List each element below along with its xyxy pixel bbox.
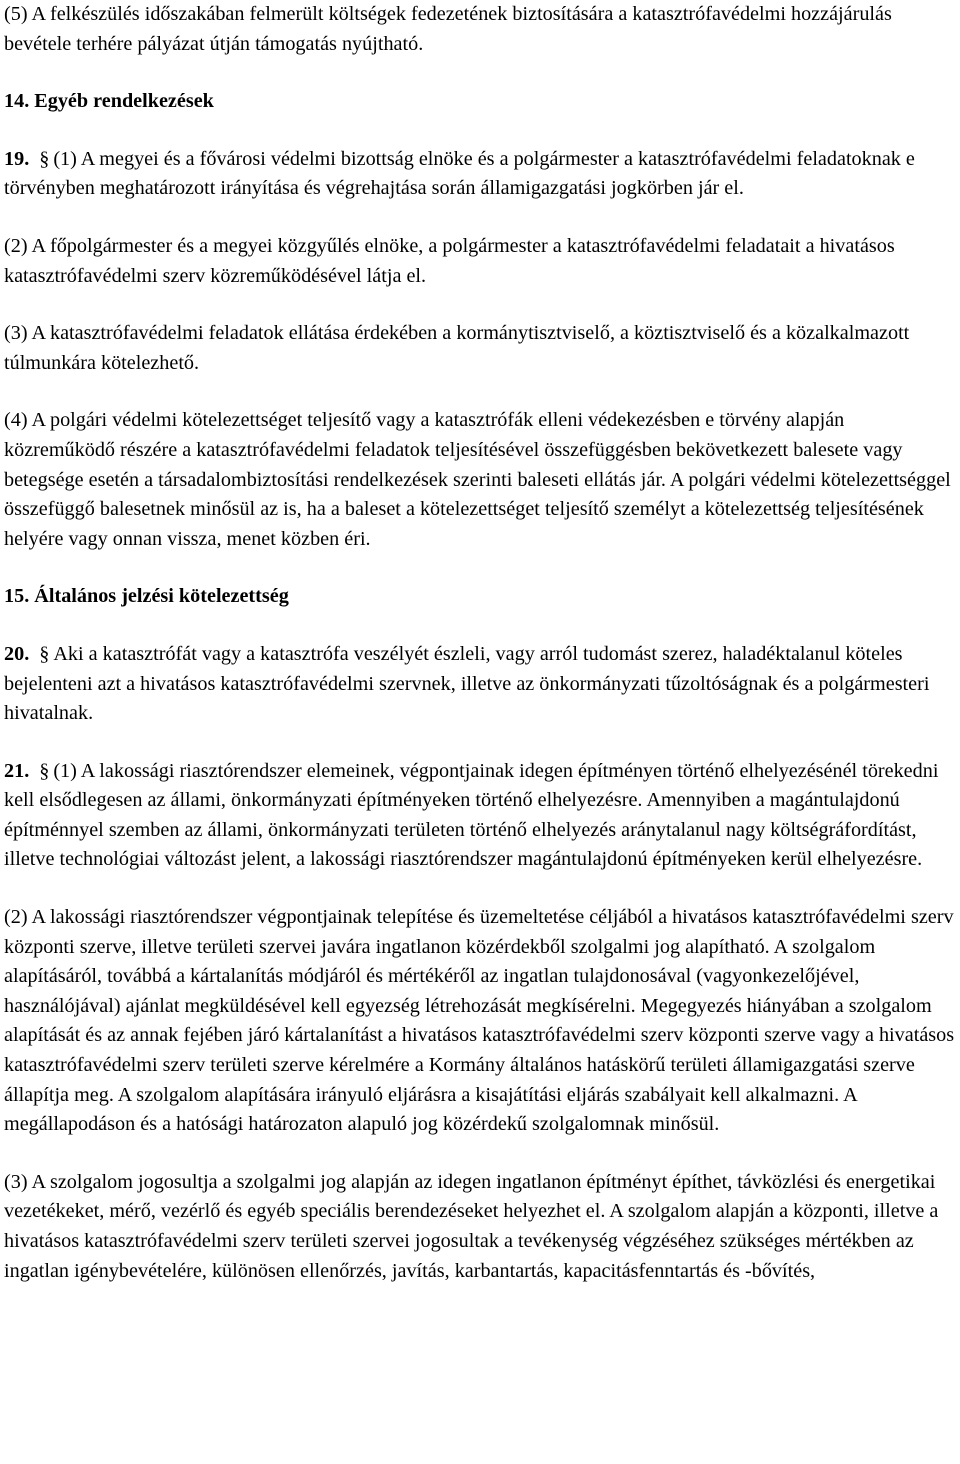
section-20-paragraph-sign-link[interactable]: §	[39, 642, 50, 665]
section-19-paragraph-sign-link[interactable]: §	[39, 147, 50, 170]
section-20-number: 20.	[4, 642, 30, 665]
section-19-para-2: (2) A főpolgármester és a megyei közgyűlés elnöke, a polgármester a katasztrófavédelmi feladatait a hivatásos katasztrófavédelmi szerv közreműködésével látja el.	[4, 234, 895, 287]
section-19-number: 19.	[4, 147, 30, 170]
section-21-para-2: (2) A lakossági riasztórendszer végpontjainak telepítése és üzemeltetése céljából a hivatásos katasztrófavédelmi szerv központi szerve, illetve területi szervei javára ingatlanon közérdekből szolgalmi jog alapítható. A szolgalom alapításáról, továbbá a kártalanítás módjáról és mértékéről az ingatlan tulajdonosával (vagyonkezelőjével, használójával) ajánlat megküldésével kell egyezség létrehozását megkísérelni. Megegyezés hiányában a szolgalom alapítását és az annak fejében járó kártalanítást a hivatásos katasztrófavédelmi szerv központi szerve vagy a hivatásos katasztrófavédelmi szerv területi szerve kérelmére a Kormány általános hatáskörű területi államigazgatási szerve állapítja meg. A szolgalom alapítására irányuló eljárásra a kisajátítási eljárás szabályait kell alkalmazni. A megállapodáson és a hatósági határozaton alapuló jog közérdekű szolgalomnak minősül.	[4, 906, 955, 1136]
section-20-para	[4, 640, 958, 729]
heading-15: 15. Általános jelzési kötelezettség	[4, 585, 289, 608]
section-20-text: Aki a katasztrófát vagy a katasztrófa veszélyét észleli, vagy arról tudomást szerez, haladéktalanul köteles bejelenteni azt a hivatásos katasztrófavédelmi szervnek, illetve az önkormányzati tűzoltóságnak és a polgármesteri hivatalnak.	[4, 642, 930, 725]
section-21-paragraph-sign-link[interactable]: §	[39, 759, 50, 782]
section-21-para-1	[4, 757, 958, 875]
document-page	[4, 0, 958, 1286]
section-21-number: 21.	[4, 759, 30, 782]
paragraph-18-5: (5) A felkészülés időszakában felmerült költségek fedezetének biztosítására a katasztrófavédelmi hozzájárulás bevétele terhére pályázat útján támogatás nyújtható.	[4, 3, 892, 55]
section-21-para-3: (3) A szolgalom jogosultja a szolgalmi jog alapján az idegen ingatlanon építményt építhet, távközlési és energetikai vezetékeket, mérő, vezérlő és egyéb speciális berendezéseket helyezhet el. A szolgalom alapján a központi, illetve a hivatásos katasztrófavédelmi szerv területi szervei jogosultak a tevékenység végzéséhez szükséges mértékben az ingatlan igénybevételére, különösen ellenőrzés, javítás, karbantartás, kapacitásfenntartás és -bővítés,	[4, 1170, 939, 1282]
section-19-para-1	[4, 145, 958, 204]
section-19-para-1-text: (1) A megyei és a fővárosi védelmi bizottság elnöke és a polgármester a katasztrófavédelmi feladatoknak e törvényben meghatározott irányítása és végrehajtása során államigazgatási jogkörben jár el.	[4, 147, 915, 200]
heading-14: 14. Egyéb rendelkezések	[4, 90, 214, 113]
section-21-para-1-text: (1) A lakossági riasztórendszer elemeinek, végpontjainak idegen építményen történő elhelyezésénél törekedni kell elsődlegesen az állami, önkormányzati építményeken történő elhelyezésre. Amennyiben a magántulajdonú építménnyel szemben az állami, önkormányzati területen történő elhelyezés aránytalanul nagy költségráfordítást, illetve technológiai változást jelent, a lakossági riasztórendszer magántulajdonú építményeken kerül elhelyezésre.	[4, 759, 939, 871]
section-19-para-4: (4) A polgári védelmi kötelezettséget teljesítő vagy a katasztrófák elleni védekezésben e törvény alapján közreműködő részére a katasztrófavédelmi feladatok teljesítésével összefüggésben bekövetkezett balesete vagy betegsége esetén a társadalombiztosítási rendelkezések szerinti baleseti ellátás jár. A polgári védelmi kötelezettséggel összefüggő balesetnek minősül az is, ha a baleset a kötelezettséget teljesítő személyt a kötelezettség teljesítésének helyére vagy onnan vissza, menet közben éri.	[4, 409, 951, 550]
section-19-para-3: (3) A katasztrófavédelmi feladatok ellátása érdekében a kormánytisztviselő, a köztisztviselő és a közalkalmazott túlmunkára kötelezhető.	[4, 322, 910, 374]
